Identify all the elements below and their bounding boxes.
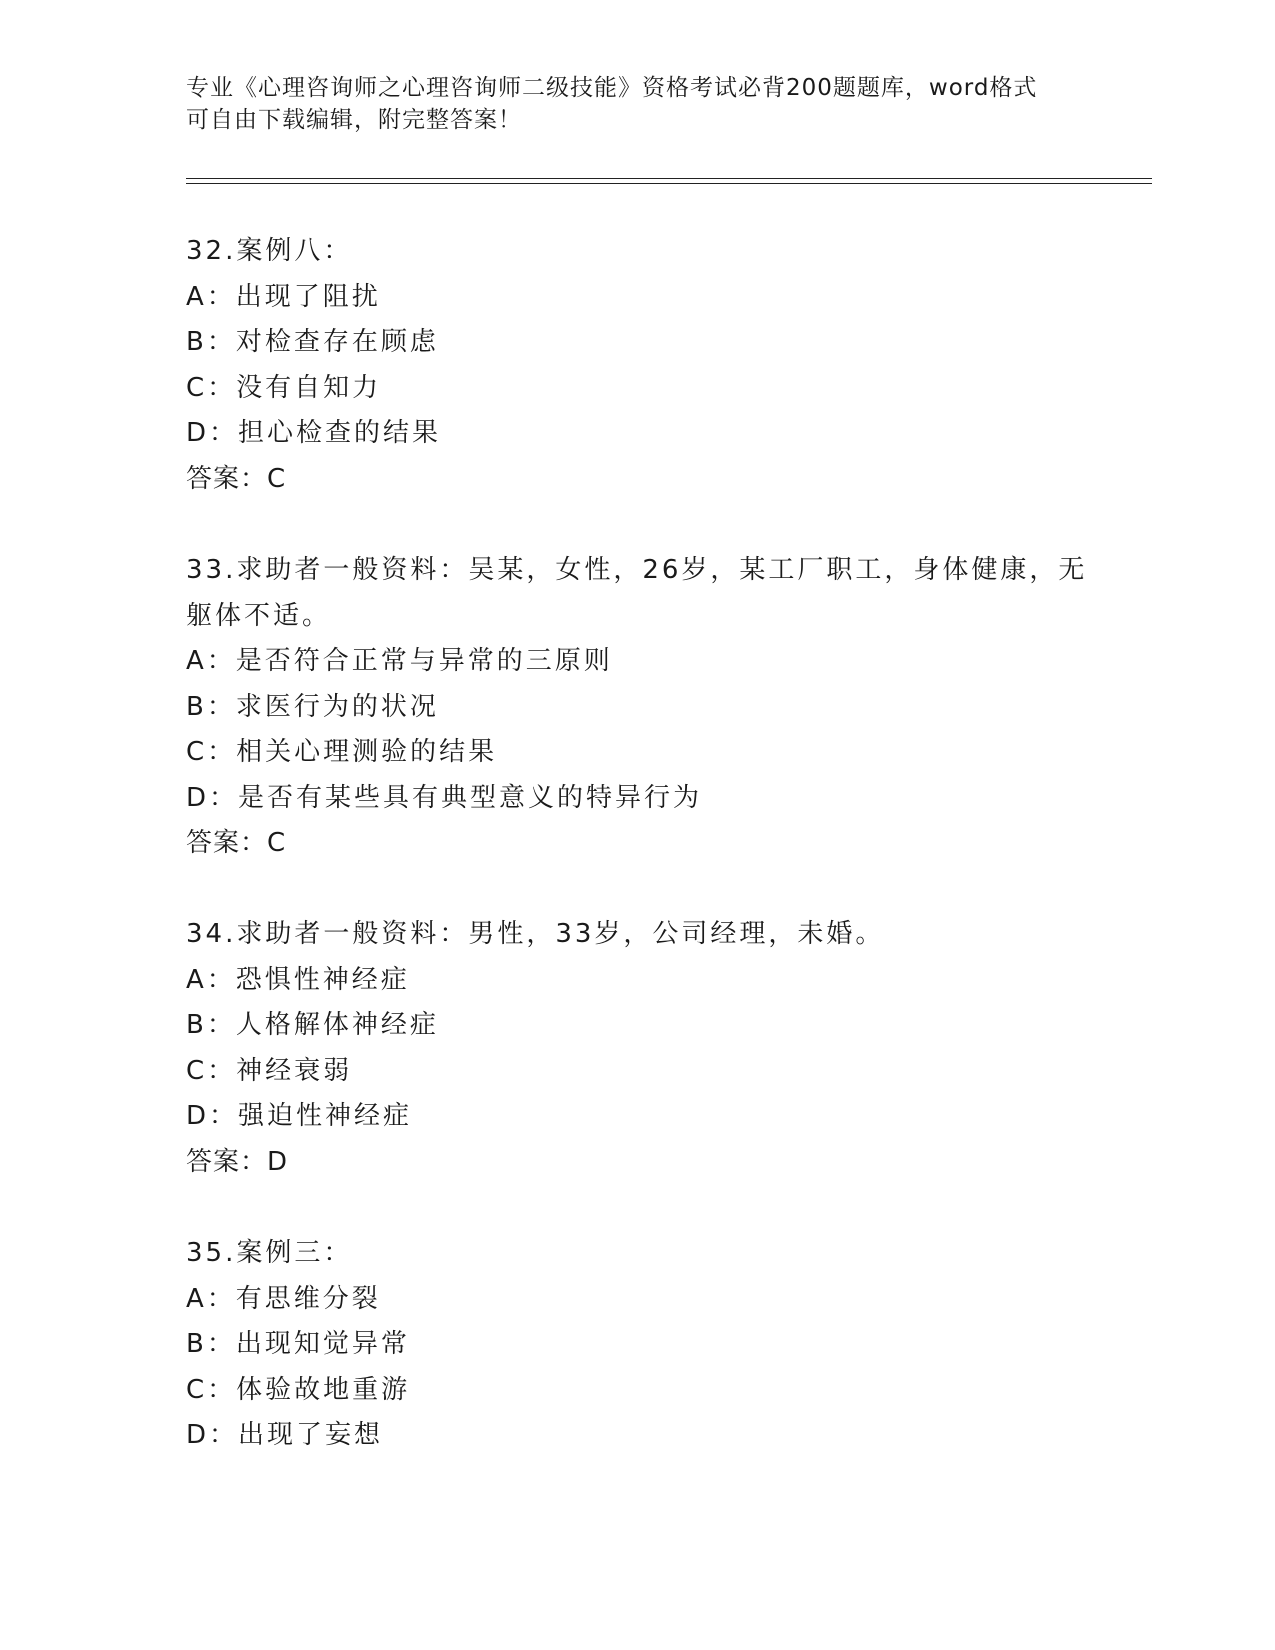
option-a: A：恐惧性神经症 — [186, 964, 410, 995]
option-c: C：没有自知力 — [186, 372, 382, 403]
option-d: D：出现了妄想 — [186, 1420, 384, 1450]
option-a: A：是否符合正常与异常的三原则 — [186, 646, 613, 676]
option-b: B：求医行为的状况 — [186, 691, 439, 722]
option-d: D：担心检查的结果 — [186, 418, 442, 448]
option-c: C：相关心理测验的结果 — [186, 737, 498, 767]
question-stem: 32.案例八： — [186, 236, 353, 266]
option-c: C：神经衰弱 — [186, 1055, 353, 1086]
option-b: B：人格解体神经症 — [186, 1010, 439, 1040]
header-divider-bottom — [186, 183, 1152, 184]
question-stem: 33.求助者一般资料：吴某，女性，26岁，某工厂职工，身体健康，无 — [186, 555, 1088, 585]
question-stem: 34.求助者一般资料：男性，33岁，公司经理，未婚。 — [186, 919, 885, 949]
option-d: D：强迫性神经症 — [186, 1101, 413, 1131]
question-34 — [186, 912, 1086, 1185]
answer-label: 答案：C — [186, 463, 287, 494]
answer-label: 答案：C — [186, 828, 287, 858]
question-33 — [186, 548, 1086, 867]
header-line-1: 专业《心理咨询师之心理咨询师二级技能》资格考试必背200题题库，word格式 — [186, 75, 1038, 101]
answer-label: 答案：D — [186, 1146, 289, 1177]
option-c: C：体验故地重游 — [186, 1374, 411, 1405]
option-a: A：有思维分裂 — [186, 1283, 381, 1314]
option-b: B：对检查存在顾虑 — [186, 327, 439, 357]
header-divider-top — [186, 178, 1152, 179]
header-line-2: 可自由下载编辑，附完整答案！ — [186, 107, 522, 133]
question-stem: 35.案例三： — [186, 1238, 353, 1268]
option-b: B：出现知觉异常 — [186, 1329, 410, 1359]
option-a: A：出现了阻扰 — [186, 281, 381, 312]
question-35 — [186, 1231, 1086, 1459]
question-stem-continued: 躯体不适。 — [186, 600, 332, 631]
question-32 — [186, 229, 1086, 502]
option-d: D：是否有某些具有典型意义的特异行为 — [186, 782, 703, 813]
document-header — [186, 72, 1066, 136]
